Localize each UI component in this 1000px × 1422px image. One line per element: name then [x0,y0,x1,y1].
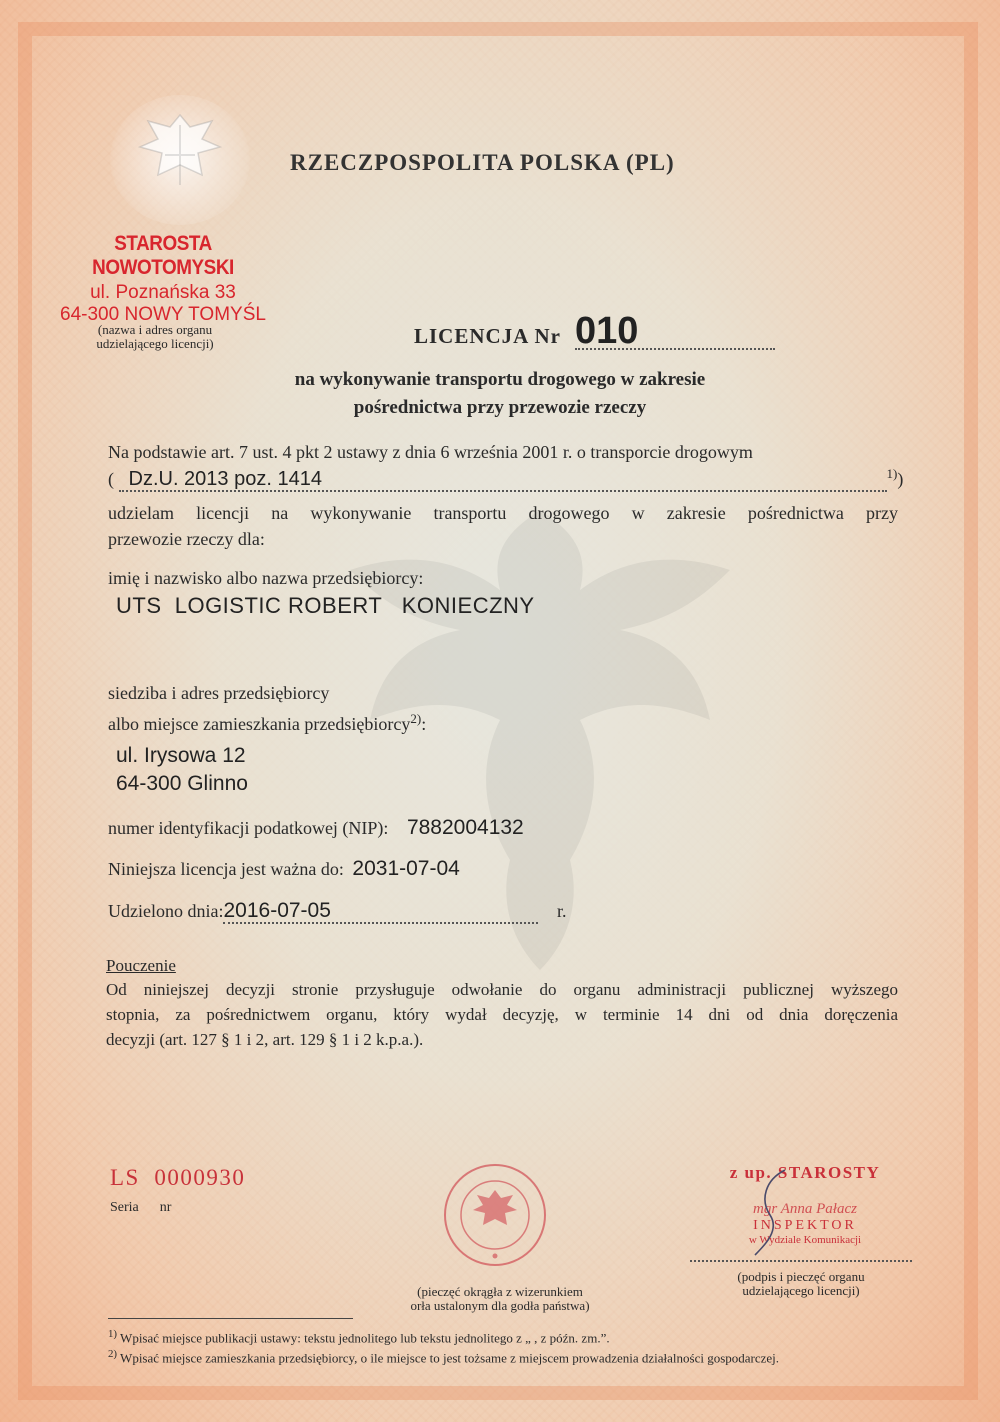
issued-value: 2016-07-05 [223,900,538,924]
issuer-street: ul. Poznańska 33 [90,282,236,303]
signature-line4: w Wydziale Komunikacji [748,1234,862,1246]
series-label: Seria nr [110,1200,172,1215]
address-colon: : [421,714,427,734]
instruction-text [106,977,898,1052]
license-label: LICENCJA Nr [414,324,561,348]
footnote1-ref: 1) [886,466,898,481]
address-label-line1: siedziba i adres przedsiębiorcy [108,683,330,703]
issuer-caption [80,323,230,351]
address-label-line2: albo miejsce zamieszkania przedsiębiorcy [108,714,411,734]
signature-caption-line2: udzielającego licencji) [742,1283,860,1298]
eagle-icon [110,95,250,225]
issuer-name: STAROSTA NOWOTOMYSKI [92,232,234,279]
signature-line [690,1260,912,1262]
footnote2-text: Wpisać miejsce zamieszkania przedsiębiorcy, o ile miejsce to jest tożsame z miejscem prowadzenia działalności gospodarczej. [120,1350,780,1366]
valid-label: Niniejsza licencja jest ważna do: [108,859,344,879]
seal-caption-line1: (pieczęć okrągła z wizerunkiem [417,1284,583,1299]
signature-stamp [690,1163,920,1246]
entrepreneur-address [116,742,248,798]
address-line1: ul. Irysowa 12 [116,744,246,767]
footnotes [108,1326,908,1367]
footnote2-ref: 2) [410,711,422,726]
signature-caption [690,1270,912,1298]
watermark-eagle-icon [330,470,750,1030]
address-label [108,680,426,737]
seal-caption [390,1285,610,1313]
issuer-caption-line1: (nazwa i adres organu [97,322,213,337]
entrepreneur-name: UTS LOGISTIC ROBERT KONIECZNY [116,593,535,618]
license-number-row [414,310,775,352]
legal-basis: Na podstawie art. 7 ust. 4 pkt 2 ustawy z dnia 6 września 2001 r. o transporcie drogowym [108,442,753,462]
page-title: RZECZPOSPOLITA POLSKA (PL) [290,150,675,175]
issuer-stamp [48,232,278,326]
nip-value: 7882004132 [406,816,524,839]
instruction-line1: Od niniejszej decyzji stronie przysługuje odwołanie do organu administracji publicznej wyższego [106,980,898,999]
signature-caption-line1: (podpis i pieczęć organu [737,1269,865,1284]
footnote1-mark: 1) [108,1328,118,1340]
license-subtitle-line1: na wykonywanie transportu drogowego w zakresie [294,369,706,390]
footnote2-mark: 2) [108,1348,118,1361]
instruction-line3: decyzji (art. 127 § 1 i 2, art. 129 § 1 i 2 k.p.a.). [106,1030,424,1049]
valid-row [108,857,460,881]
nip-row [108,816,524,840]
issuer-caption-line2: udzielającego licencji) [96,336,214,351]
grant-line2: przewozie rzeczy dla: [108,529,265,549]
instruction-line2: stopnia, za pośrednictwem organu, który wydał decyzję, w terminie 14 dni od dnia doręczenia [106,1005,898,1024]
issued-label: Udzielono dnia: [108,901,224,921]
issuer-city: 64-300 NOWY TOMYŚL [60,304,266,325]
signature-line1: z up. STAROSTY [729,1163,881,1182]
seal-caption-line2: orła ustalonym dla godła państwa) [410,1298,590,1313]
open-paren: ( [108,469,114,489]
name-label: imię i nazwisko albo nazwa przedsiębiorcy: [108,568,424,588]
series-number: LS 0000930 [110,1165,246,1190]
nip-label: numer identyfikacji podatkowej (NIP): [108,818,389,838]
publication-row [108,466,908,492]
signature-line3: INSPEKTOR [753,1218,857,1233]
close-paren: ) [897,469,904,489]
publication-value: Dz.U. 2013 poz. 1414 [119,468,887,492]
handwritten-signature-icon [745,1165,805,1265]
footnote1-text: Wpisać miejsce publikacji ustawy: tekstu jednolitego lub tekstu jednolitego z „ , z późn. zm.”. [120,1330,610,1346]
valid-value: 2031-07-04 [352,857,460,880]
round-seal-icon [440,1160,550,1270]
license-number: 010 [575,314,775,350]
address-line2: 64-300 Glinno [116,772,248,795]
license-subtitle-line2: pośrednictwa przy przewozie rzeczy [353,397,647,418]
footnote-divider [108,1318,353,1319]
issued-suffix: r. [556,901,567,921]
instruction-heading: Pouczenie [106,956,176,975]
issued-row [108,900,567,924]
signature-line2: mgr Anna Pałacz [753,1201,857,1217]
license-subtitle [0,366,1000,422]
grant-line1: udzielam licencji na wykonywanie transportu drogowego w zakresie pośrednictwa przy [108,503,898,523]
embossed-eagle-emblem [110,95,250,225]
grant-text [108,500,898,552]
